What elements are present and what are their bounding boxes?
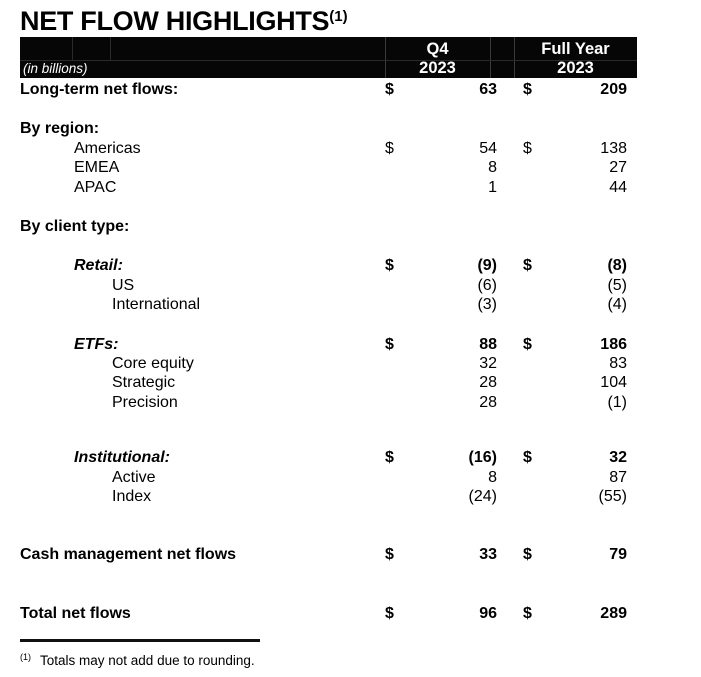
fy-dollar-sign: $: [523, 139, 532, 157]
q4-dollar-sign: $: [385, 81, 394, 98]
fy-dollar-sign: [523, 217, 543, 236]
column-gap: [497, 468, 523, 487]
fy-value: 186: [600, 335, 627, 353]
fy-value: [543, 119, 627, 138]
q4-value: 96: [479, 604, 497, 622]
fy-value: (5): [607, 276, 627, 294]
row-label: Index: [112, 488, 152, 506]
column-gap: [497, 217, 523, 236]
row-label: Strategic: [112, 374, 176, 392]
row-label: Retail:: [74, 257, 123, 275]
fy-dollar-sign: [523, 295, 543, 314]
column-gap: [497, 139, 523, 158]
fy-dollar-sign: $: [523, 545, 532, 563]
q4-value: 28: [479, 374, 497, 392]
column-gap: [497, 158, 523, 177]
q4-dollar-sign: $: [385, 449, 394, 467]
column-gap: [497, 335, 523, 354]
column-gap: [497, 487, 523, 506]
fy-dollar-sign: [523, 393, 543, 412]
table-row: [20, 119, 627, 138]
row-label: EMEA: [74, 159, 120, 177]
fy-value: (1): [607, 393, 627, 411]
fy-value: 104: [600, 374, 627, 392]
fy-dollar-sign: [523, 487, 543, 506]
table-row: [20, 158, 627, 177]
row-label: By client type:: [20, 218, 130, 236]
table-row: [20, 487, 627, 506]
row-label: Active: [112, 468, 156, 486]
table-row: [20, 256, 627, 275]
column-gap: [497, 373, 523, 392]
title-footnote-ref: (1): [329, 8, 348, 25]
q4-dollar-sign: [385, 373, 405, 392]
q4-dollar-sign: [385, 487, 405, 506]
q4-value: 1: [488, 178, 497, 196]
q4-column-label: Q4: [426, 40, 449, 58]
row-label: ETFs:: [74, 335, 119, 353]
fullyear-column-label: Full Year: [541, 40, 610, 58]
fy-value: 32: [609, 449, 627, 467]
q4-value: 8: [488, 468, 497, 486]
row-label: International: [112, 296, 201, 314]
fullyear-column-year: 2023: [557, 59, 594, 77]
page-title: [20, 0, 348, 38]
q4-value: [405, 217, 497, 236]
q4-column-year: 2023: [419, 59, 456, 77]
table-rows: [20, 80, 627, 623]
column-gap: [497, 295, 523, 314]
table-row: [20, 604, 627, 623]
fy-dollar-sign: $: [523, 257, 532, 275]
q4-value: 54: [479, 139, 497, 157]
column-gap: [497, 604, 523, 623]
q4-column-header: [385, 37, 490, 78]
q4-value: (3): [477, 296, 497, 314]
footnote-text: Totals may not add due to rounding.: [40, 653, 255, 668]
fy-value: 44: [609, 178, 627, 196]
q4-dollar-sign: [385, 276, 405, 295]
table-row: [20, 545, 627, 564]
row-label: Total net flows: [20, 604, 131, 622]
q4-value: 63: [479, 81, 497, 98]
table-row: [20, 354, 627, 373]
column-gap: [497, 276, 523, 295]
fy-dollar-sign: [523, 119, 543, 138]
q4-dollar-sign: $: [385, 545, 394, 563]
table-row: [20, 217, 627, 236]
fy-value: [543, 217, 627, 236]
q4-dollar-sign: [385, 119, 405, 138]
row-label: APAC: [74, 178, 117, 196]
column-gap: [497, 545, 523, 564]
q4-dollar-sign: [385, 178, 405, 197]
fy-dollar-sign: $: [523, 81, 532, 98]
q4-value: (6): [477, 276, 497, 294]
fy-dollar-sign: [523, 373, 543, 392]
table-row: [20, 295, 627, 314]
q4-value: [405, 119, 497, 138]
table-row: [20, 80, 627, 99]
footnote: [20, 649, 255, 669]
q4-dollar-sign: $: [385, 604, 394, 622]
q4-dollar-sign: [385, 468, 405, 487]
fy-value: 209: [600, 81, 627, 98]
unit-note: (in billions): [23, 61, 88, 76]
q4-value: 33: [479, 545, 497, 563]
fy-dollar-sign: [523, 468, 543, 487]
fy-value: 79: [609, 545, 627, 563]
table-row: [20, 276, 627, 295]
table-row: [20, 448, 627, 467]
q4-value: (9): [477, 257, 497, 275]
q4-dollar-sign: $: [385, 139, 394, 157]
table-row: [20, 335, 627, 354]
q4-dollar-sign: $: [385, 257, 394, 275]
table-row: [20, 178, 627, 197]
row-label: Long-term net flows:: [20, 81, 179, 98]
column-gap: [497, 178, 523, 197]
q4-dollar-sign: [385, 158, 405, 177]
q4-value: 32: [479, 355, 497, 373]
row-label: Precision: [112, 393, 178, 411]
q4-dollar-sign: [385, 354, 405, 373]
table-row: [20, 139, 627, 158]
fy-value: (55): [598, 488, 627, 506]
fy-dollar-sign: [523, 178, 543, 197]
q4-dollar-sign: [385, 393, 405, 412]
fy-value: 289: [600, 604, 627, 622]
fy-value: 87: [609, 468, 627, 486]
table-row: [20, 373, 627, 392]
fy-dollar-sign: [523, 354, 543, 373]
row-label: Institutional:: [74, 449, 170, 467]
header-gridline: [110, 37, 111, 60]
fy-value: 83: [609, 355, 627, 373]
table-header-bar: [20, 37, 637, 78]
page-title-text: NET FLOW HIGHLIGHTS: [20, 6, 330, 36]
footnote-rule: [20, 639, 260, 642]
q4-dollar-sign: $: [385, 335, 394, 353]
fullyear-column-header: [514, 37, 637, 78]
fy-dollar-sign: $: [523, 604, 532, 622]
fy-dollar-sign: [523, 158, 543, 177]
footnote-ref: (1): [20, 652, 31, 662]
column-gap: [497, 80, 523, 99]
fy-dollar-sign: $: [523, 449, 532, 467]
table-row: [20, 468, 627, 487]
table-row: [20, 393, 627, 412]
column-gap: [497, 393, 523, 412]
header-gridline: [490, 37, 491, 78]
q4-value: 8: [488, 159, 497, 177]
column-gap: [497, 448, 523, 467]
column-gap: [497, 119, 523, 138]
q4-dollar-sign: [385, 217, 405, 236]
row-label: Core equity: [112, 355, 194, 373]
row-label: Americas: [74, 139, 141, 157]
q4-value: 28: [479, 393, 497, 411]
q4-dollar-sign: [385, 295, 405, 314]
fy-value: (4): [607, 296, 627, 314]
q4-value: (24): [468, 488, 497, 506]
column-gap: [497, 354, 523, 373]
column-gap: [497, 256, 523, 275]
fy-value: 138: [600, 139, 627, 157]
fy-value: (8): [607, 257, 627, 275]
row-label: Cash management net flows: [20, 545, 237, 563]
fy-dollar-sign: [523, 276, 543, 295]
fy-dollar-sign: $: [523, 335, 532, 353]
q4-value: 88: [479, 335, 497, 353]
fy-value: 27: [609, 159, 627, 177]
row-label: US: [112, 276, 135, 294]
row-label: By region:: [20, 120, 100, 138]
q4-value: (16): [468, 449, 497, 467]
header-gridline: [72, 37, 73, 60]
